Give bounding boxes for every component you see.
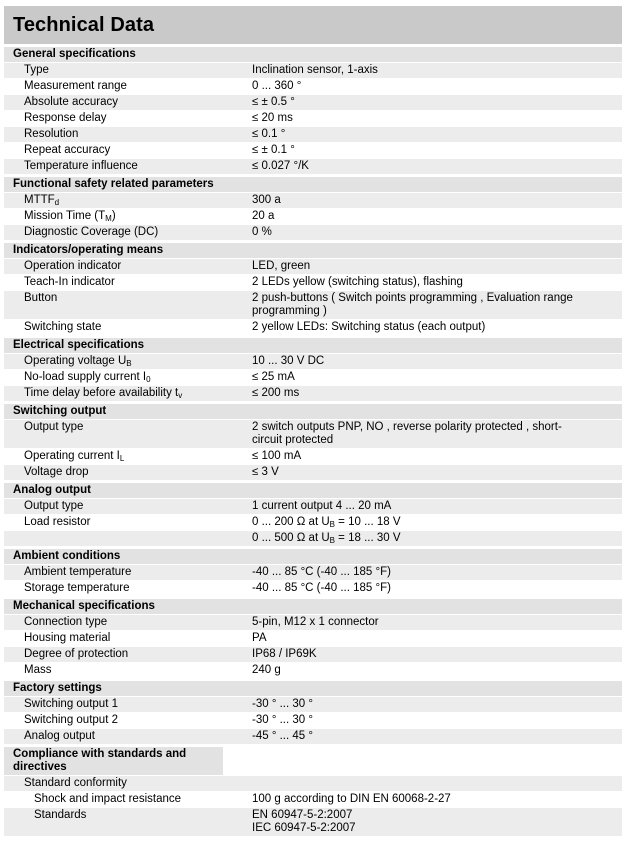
spec-value [246, 664, 576, 677]
spec-label-text: Time delay before availability t [24, 387, 179, 399]
spec-label-text: Absolute accuracy [24, 96, 118, 108]
spec-row [4, 369, 622, 385]
spec-label-subscript: v [178, 391, 183, 400]
spec-label [4, 730, 246, 743]
spec-label-subscript: L [119, 454, 125, 463]
spec-value [246, 96, 576, 109]
spec-row [4, 580, 622, 596]
spec-label [4, 387, 246, 400]
spec-label [4, 516, 246, 529]
spec-label-text: Output type [24, 500, 84, 512]
spec-row [4, 110, 622, 126]
spec-value-suffix: = 18 ... 30 V [334, 532, 401, 544]
spec-label-text: Storage temperature [24, 582, 130, 594]
spec-label-text: Switching output 1 [24, 698, 118, 710]
spec-value-text: 0 ... 360 ° [252, 80, 302, 92]
spec-value [246, 566, 576, 579]
section-header: Ambient conditions [4, 548, 622, 564]
spec-label [4, 809, 246, 835]
spec-row [4, 274, 622, 290]
spec-value [246, 371, 576, 384]
spec-label-text: Resolution [24, 128, 79, 140]
spec-value-text: 0 ... 500 Ω at U [252, 532, 330, 544]
spec-value [246, 698, 576, 711]
spec-value [246, 616, 576, 629]
spec-row [4, 498, 622, 514]
spec-value-text: ≤ ± 0.1 ° [252, 144, 295, 156]
spec-label-text: Mass [24, 664, 52, 676]
spec-value [246, 210, 576, 223]
spec-value-text: Inclination sensor, 1-axis [252, 64, 378, 76]
spec-label-text: Housing material [24, 632, 111, 644]
spec-label [4, 582, 246, 595]
spec-row [4, 158, 622, 174]
spec-label [4, 714, 246, 727]
spec-value [246, 532, 576, 545]
spec-label-text: Switching state [24, 321, 102, 333]
spec-row [4, 807, 622, 836]
spec-label-text: Ambient temperature [24, 566, 132, 578]
spec-label [4, 80, 246, 93]
spec-value [246, 582, 576, 595]
spec-value [246, 64, 576, 77]
spec-label-text: Repeat accuracy [24, 144, 111, 156]
spec-label-text: Analog output [24, 730, 95, 742]
spec-value [246, 450, 576, 463]
spec-value [246, 260, 576, 273]
spec-value-text: 5-pin, M12 x 1 connector [252, 616, 379, 628]
spec-value-text: 2 yellow LEDs: Switching status (each output) [252, 321, 486, 333]
spec-value-text: ≤ 20 ms [252, 112, 293, 124]
spec-value [246, 276, 576, 289]
spec-row [4, 385, 622, 401]
spec-row [4, 646, 622, 662]
spec-row [4, 448, 622, 464]
spec-label-text: Diagnostic Coverage (DC) [24, 226, 159, 238]
title-bar [4, 6, 622, 44]
spec-label [4, 421, 246, 447]
spec-row [4, 62, 622, 78]
section-header: Functional safety related parameters [4, 176, 622, 192]
spec-value-text: IP68 / IP69K [252, 648, 317, 660]
spec-row [4, 126, 622, 142]
spec-value-text: 2 push-buttons ( Switch points programming , Evaluation range programming ) [252, 292, 573, 317]
spec-value-suffix: = 10 ... 18 V [334, 516, 401, 528]
spec-value [246, 714, 576, 727]
spec-row [4, 419, 622, 448]
spec-row [4, 78, 622, 94]
spec-row [4, 192, 622, 208]
section-header: Electrical specifications [4, 337, 622, 353]
spec-label [4, 532, 246, 545]
spec-value [246, 777, 576, 790]
spec-row [4, 530, 622, 546]
spec-row [4, 353, 622, 369]
spec-label [4, 128, 246, 141]
spec-label [4, 793, 246, 806]
spec-row [4, 564, 622, 580]
spec-label-text: Temperature influence [24, 160, 138, 172]
spec-label [4, 371, 246, 384]
spec-row [4, 775, 622, 791]
spec-label [4, 355, 246, 368]
spec-row [4, 464, 622, 480]
spec-label [4, 698, 246, 711]
section-header: General specifications [4, 46, 622, 62]
spec-label-text: Connection type [24, 616, 108, 628]
section-header: Analog output [4, 482, 622, 498]
spec-label [4, 632, 246, 645]
spec-label [4, 160, 246, 173]
spec-value-text: ≤ 3 V [252, 466, 279, 478]
spec-row [4, 319, 622, 335]
spec-value-text: ≤ 25 mA [252, 371, 295, 383]
spec-value-text: -40 ... 85 °C (-40 ... 185 °F) [252, 566, 391, 578]
spec-label [4, 616, 246, 629]
spec-label-text: Type [24, 64, 49, 76]
spec-value [246, 730, 576, 743]
spec-row [4, 614, 622, 630]
spec-value-subscript: B [329, 536, 335, 545]
section-header: Mechanical specifications [4, 598, 622, 614]
page-title: Technical Data [13, 13, 155, 36]
spec-value-text: ≤ 200 ms [252, 387, 300, 399]
spec-label-text: Switching output 2 [24, 714, 118, 726]
spec-value-text: 1 current output 4 ... 20 mA [252, 500, 392, 512]
spec-value-text: -40 ... 85 °C (-40 ... 185 °F) [252, 582, 391, 594]
spec-value-text: 0 ... 200 Ω at U [252, 516, 330, 528]
spec-label-text: Operating voltage U [24, 355, 127, 367]
spec-value [246, 80, 576, 93]
spec-value-text: 2 LEDs yellow (switching status), flashing [252, 276, 463, 288]
spec-value-text: 300 a [252, 194, 281, 206]
spec-label-text: Voltage drop [24, 466, 89, 478]
spec-value-text: PA [252, 632, 267, 644]
spec-label-subscript: 0 [146, 375, 151, 384]
spec-value [246, 292, 576, 318]
spec-label-text: Mission Time (T [24, 210, 106, 222]
spec-label-suffix: ) [111, 210, 116, 222]
spec-label-text: MTTF [24, 194, 55, 206]
spec-table [4, 46, 622, 836]
spec-label-text: Standard conformity [24, 777, 127, 789]
section-header: Factory settings [4, 680, 622, 696]
spec-value [246, 421, 576, 447]
spec-label [4, 112, 246, 125]
spec-value-text: ≤ 0.1 ° [252, 128, 286, 140]
spec-label [4, 64, 246, 77]
spec-label-text: Teach-In indicator [24, 276, 115, 288]
spec-label [4, 194, 246, 207]
spec-value [246, 466, 576, 479]
spec-value-text: ≤ 0.027 °/K [252, 160, 309, 172]
spec-row [4, 791, 622, 807]
spec-label-text: Degree of protection [24, 648, 129, 660]
section-header: Compliance with standards and directives [4, 746, 223, 775]
spec-value-text: -30 ° ... 30 ° [252, 714, 313, 726]
spec-label-text: Measurement range [24, 80, 127, 92]
spec-label [4, 276, 246, 289]
spec-label [4, 96, 246, 109]
spec-value-subscript: B [329, 520, 335, 529]
spec-row [4, 142, 622, 158]
spec-row [4, 630, 622, 646]
spec-label [4, 777, 246, 790]
spec-value-text: -45 ° ... 45 ° [252, 730, 313, 742]
spec-value [246, 112, 576, 125]
spec-label-text: Shock and impact resistance [34, 793, 182, 805]
spec-row [4, 728, 622, 744]
spec-value [246, 160, 576, 173]
spec-value-text: 240 g [252, 664, 281, 676]
spec-label [4, 226, 246, 239]
spec-row [4, 208, 622, 224]
section-header: Switching output [4, 403, 622, 419]
spec-label [4, 664, 246, 677]
spec-label-text: Operating current I [24, 450, 120, 462]
spec-label [4, 566, 246, 579]
spec-label-text: Output type [24, 421, 84, 433]
spec-label-text: No-load supply current I [24, 371, 147, 383]
spec-label [4, 500, 246, 513]
spec-value-text: 20 a [252, 210, 275, 222]
spec-value [246, 226, 576, 239]
spec-value [246, 516, 576, 529]
spec-label-subscript: d [54, 198, 60, 207]
spec-row [4, 94, 622, 110]
spec-value [246, 793, 576, 806]
spec-label-subscript: M [105, 214, 112, 223]
spec-value-text: 0 % [252, 226, 272, 238]
spec-label [4, 648, 246, 661]
spec-label [4, 450, 246, 463]
spec-row [4, 514, 622, 530]
spec-value-text: ≤ 100 mA [252, 450, 302, 462]
spec-value-text: 10 ... 30 V DC [252, 355, 325, 367]
spec-label-text: Button [24, 292, 58, 304]
spec-row [4, 290, 622, 319]
spec-value [246, 648, 576, 661]
spec-label [4, 260, 246, 273]
spec-label [4, 292, 246, 318]
spec-value [246, 500, 576, 513]
spec-row [4, 258, 622, 274]
spec-row [4, 662, 622, 678]
spec-value-text: EN 60947-5-2:2007 IEC 60947-5-2:2007 [252, 809, 356, 834]
spec-value [246, 809, 576, 835]
section-header: Indicators/operating means [4, 242, 622, 258]
spec-value-text: -30 ° ... 30 ° [252, 698, 313, 710]
spec-value [246, 128, 576, 141]
spec-label [4, 144, 246, 157]
spec-label [4, 321, 246, 334]
spec-value [246, 194, 576, 207]
spec-value [246, 321, 576, 334]
spec-row [4, 712, 622, 728]
spec-value [246, 355, 576, 368]
spec-label-subscript: B [126, 359, 132, 368]
spec-value [246, 144, 576, 157]
spec-label-text: Operation indicator [24, 260, 122, 272]
spec-label-text: Standards [34, 809, 87, 821]
spec-row [4, 696, 622, 712]
spec-label-text: Response delay [24, 112, 107, 124]
spec-value [246, 632, 576, 645]
spec-value-text: ≤ ± 0.5 ° [252, 96, 295, 108]
spec-label-text: Load resistor [24, 516, 91, 528]
spec-value-text: 100 g according to DIN EN 60068-2-27 [252, 793, 451, 805]
spec-value [246, 387, 576, 400]
spec-row [4, 224, 622, 240]
spec-value-text: 2 switch outputs PNP, NO , reverse polarity protected , short-circuit protected [252, 421, 562, 446]
spec-label [4, 466, 246, 479]
spec-label [4, 210, 246, 223]
spec-value-text: LED, green [252, 260, 311, 272]
